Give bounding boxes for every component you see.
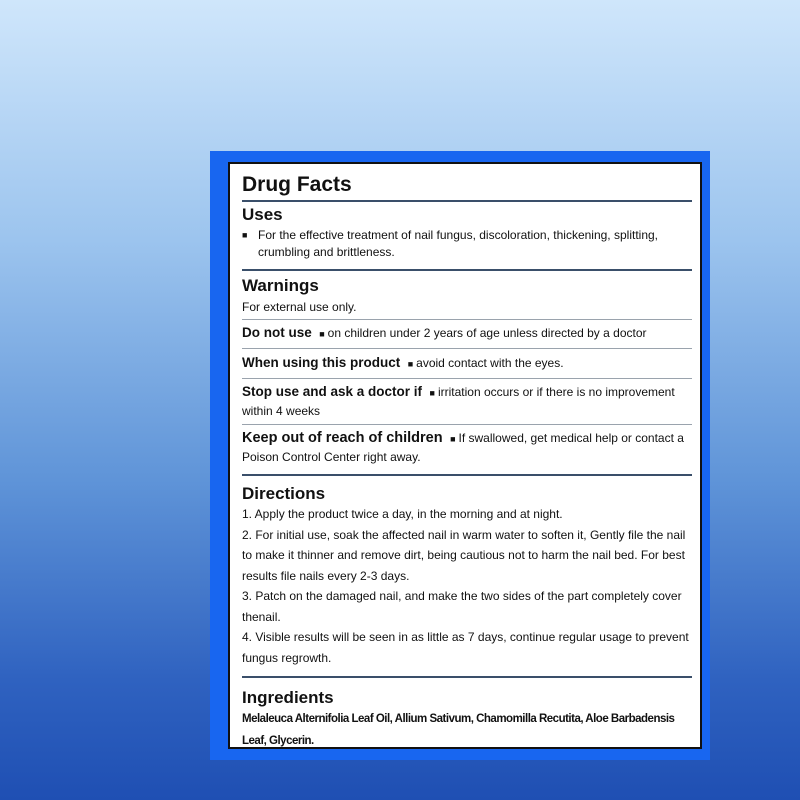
divider [242, 424, 692, 425]
do-not-use-text: on children under 2 years of age unless directed by a doctor [327, 326, 647, 340]
direction-step: 2. For initial use, soak the affected nail in warm water to soften it, Gently file the nail to make it thinner and remove dirt, being cautious not to harm the nail bed. For best results file nails every 2-3 days. [242, 527, 686, 583]
directions-section [242, 484, 692, 668]
stop-use-text: irritation occurs or if there is no improvement within 4 weeks [242, 385, 675, 418]
do-not-use-row [242, 323, 692, 344]
divider [242, 378, 692, 379]
square-bullet-icon: ■ [450, 434, 456, 444]
warnings-heading: Warnings [242, 276, 319, 295]
stop-use-label: Stop use and ask a doctor if [242, 384, 423, 399]
warnings-section [242, 276, 692, 466]
stop-use-row [242, 383, 692, 420]
uses-heading: Uses [242, 205, 283, 224]
drug-facts-title: Drug Facts [242, 173, 352, 196]
square-bullet-icon: ■ [407, 359, 414, 369]
warnings-intro: For external use only. [242, 300, 357, 314]
keep-out-row [242, 429, 692, 466]
drug-facts-panel [228, 162, 702, 749]
square-bullet-icon: ■ [242, 230, 248, 240]
divider [242, 269, 692, 271]
direction-step: 1. Apply the product twice a day, in the morning and at night. [242, 507, 563, 521]
directions-heading: Directions [242, 484, 326, 503]
divider [242, 319, 692, 320]
square-bullet-icon: ■ [429, 388, 435, 398]
divider [242, 348, 692, 349]
divider [242, 676, 692, 678]
list-item [242, 227, 692, 261]
divider [242, 200, 692, 202]
direction-step: 3. Patch on the damaged nail, and make the two sides of the part completely cover thenail. [242, 589, 682, 624]
ingredients-heading: Ingredients [242, 688, 334, 707]
square-bullet-icon: ■ [319, 329, 325, 339]
keep-out-label: Keep out of reach of children [242, 430, 443, 446]
label-frame [210, 151, 710, 760]
divider [242, 474, 692, 476]
do-not-use-label: Do not use [242, 325, 312, 340]
keep-out-text: If swallowed, get medical help or contact a Poison Control Center right away. [242, 431, 684, 464]
when-using-label: When using this product [242, 355, 401, 370]
uses-section [242, 205, 692, 261]
ingredients-section [242, 688, 692, 749]
ingredients-text: Melaleuca Alternifolia Leaf Oil, Allium Sativum, Chamomilla Recutita, Aloe Barbadensis Leaf, Glycerin. [242, 713, 675, 747]
when-using-row [242, 353, 692, 374]
direction-step: 4. Visible results will be seen in as little as 7 days, continue regular usage to prevent fungus regrowth. [242, 630, 689, 665]
when-using-text: avoid contact with the eyes. [416, 356, 564, 370]
uses-text: For the effective treatment of nail fungus, discoloration, thickening, splitting, crumbling and brittleness. [258, 228, 658, 259]
